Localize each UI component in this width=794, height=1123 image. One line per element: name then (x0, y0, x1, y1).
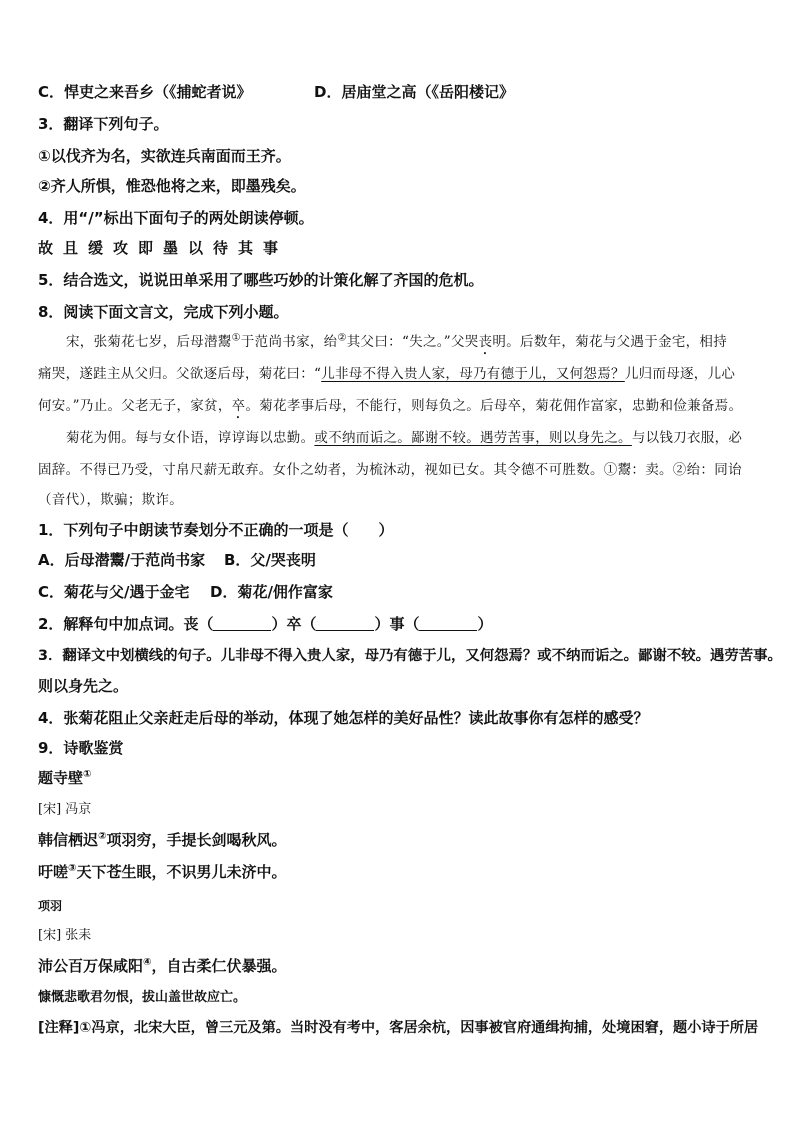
poem1-line-1: 韩信栖迟②项羽穷，手提长剑喝秋风。 (38, 831, 287, 849)
poem1-author: [宋] 冯京 (38, 802, 92, 817)
q8-2-stem: 2．解释句中加点词。丧（ ）卒（ ）事（ ） (38, 615, 493, 633)
q8-1-stem: 1．下列句子中朗读节奏划分不正确的一项是（ ） (38, 521, 394, 539)
q8-1-option-a: A．后母潜鬻/于范尚书家 (38, 551, 206, 569)
poem-note: [注释]①冯京，北宋大臣，曾三元及第。当时没有考中，客居余杭，因事被官府通缉拘捕，处境困窘，题小诗于所居 (38, 1020, 759, 1036)
q4-stem: 4．用“/”标出下面句子的两处朗读停顿。 (38, 209, 314, 227)
dotted-word-sang: 丧 (478, 334, 493, 350)
underlined-sentence-1: 儿非母不得入贵人家，母乃有德于儿，又何怨焉？ (321, 366, 625, 382)
q5-stem: 5．结合选文，说说田单采用了哪些巧妙的计策化解了齐国的危机。 (38, 271, 484, 289)
answer-blank-3[interactable] (419, 616, 477, 631)
passage-line-4: 菊花为佣。每与女仆语，谆谆诲以忠勤。或不纳而诟之。鄙谢不较。遇劳苦事，则以身先之。与以钱刀衣服，必 (66, 430, 743, 446)
dotted-word-zu: 卒 (231, 398, 246, 414)
q3-sentence-1: ①以伐齐为名，实欲连兵南面而王齐。 (38, 147, 291, 165)
passage-line-6: （音代），欺骗；欺诈。 (38, 492, 184, 508)
q8-1-option-b: B．父/哭丧明 (224, 551, 316, 569)
passage-line-1: 宋，张菊花七岁，后母潜鬻①于范尚书家，绐②其父曰：“失之。”父哭丧明。后数年，菊花与父遇于金宅，相持 (66, 332, 728, 350)
q8-stem: 8．阅读下面文言文，完成下列小题。 (38, 303, 289, 321)
q8-3-line-1: 3．翻译文中划横线的句子。儿非母不得入贵人家，母乃有德于儿，又何怨焉？或不纳而诟之。鄙谢不较。遇劳苦事。 (38, 648, 782, 664)
q8-1-option-d: D．菊花/佣作富家 (210, 583, 333, 601)
poem2-line-2: 慷慨悲歌君勿恨，拔山盖世故应亡。 (38, 990, 247, 1005)
answer-blank-2[interactable] (316, 616, 374, 631)
q4-sentence: 故且缓攻即墨以待其事 (38, 239, 289, 257)
option-d: D．居庙堂之高（《岳阳楼记》 (314, 83, 514, 101)
prev-question-options (38, 82, 774, 102)
option-c: C．悍吏之来吾乡（《捕蛇者说》 (38, 83, 252, 101)
q8-3-line-2: 则以身先之。 (38, 677, 129, 695)
passage-line-5: 固辞。不得已乃受，寸帛尺薪无敢弃。女仆之幼者，为梳沐动，视如已女。其令德不可胜数。①鬻：卖。②绐：同诒 (38, 462, 742, 478)
poem2-author: [宋] 张耒 (38, 928, 92, 943)
poem2-title: 项羽 (38, 899, 63, 913)
passage-line-2: 痛哭，遂跬主从父归。父欲逐后母，菊花曰：“儿非母不得入贵人家，母乃有德于儿，又何怨焉？儿归而母逐，儿心 (38, 366, 736, 382)
q8-1-options-cd (38, 582, 774, 602)
poem1-title: 题寺壁① (38, 769, 92, 787)
q8-4-stem: 4．张菊花阻止父亲赶走后母的举动，体现了她怎样的美好品性？读此故事你有怎样的感受？ (38, 709, 649, 727)
underlined-sentence-2: 或不纳而诟之。鄙谢不较。遇劳苦事，则以身先之。 (314, 430, 632, 446)
poem1-line-2: 吁嗟③天下苍生眼，不识男儿未济中。 (38, 863, 287, 881)
q3-sentence-2: ②齐人所惧，惟恐他将之来，即墨残矣。 (38, 177, 306, 195)
q8-1-option-c: C．菊花与父/遇于金宅 (38, 583, 190, 601)
q3-stem: 3．翻译下列句子。 (38, 115, 169, 133)
answer-blank-1[interactable] (213, 616, 271, 631)
q9-stem: 9．诗歌鉴赏 (38, 739, 124, 757)
passage-line-3: 何安。”乃止。父老无子，家贫，卒。菊花孝事后母，不能行，则每负之。后母卒，菊花佣作富家，忠勤和俭兼备焉。 (38, 398, 743, 414)
q8-1-options-ab (38, 550, 774, 570)
poem2-line-1: 沛公百万保咸阳④，自古柔仁伏暴强。 (38, 957, 287, 975)
